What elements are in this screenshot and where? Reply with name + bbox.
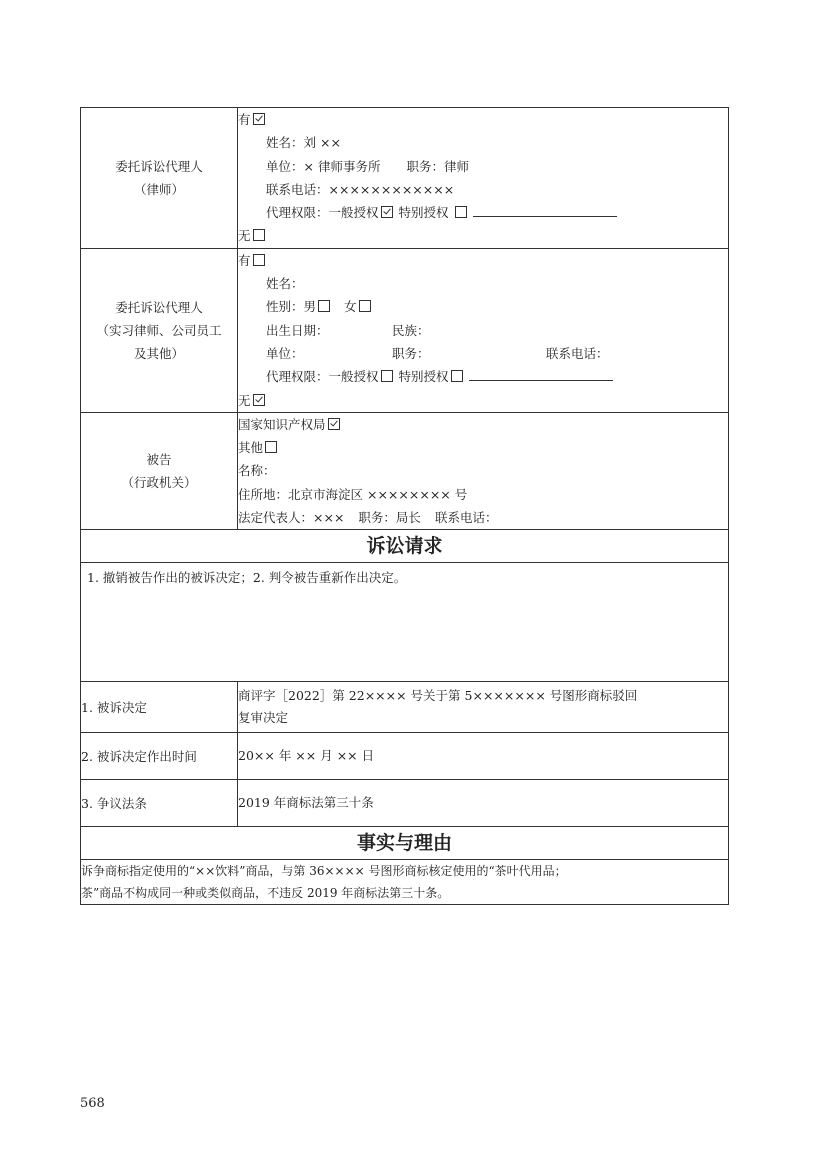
birth-label: 出生日期： [266,322,329,338]
agent-other-details [238,248,729,412]
unit-label: 单位： [266,345,304,361]
gender-label: 性别：男 [266,299,317,315]
agent-lawyer-unit: 单位：× 律师事务所 [266,158,381,174]
other-checkbox[interactable] [265,441,277,453]
none-label: 无 [238,228,251,244]
none-label: 无 [238,392,251,408]
facts-header-row [81,827,729,860]
facts-body-row [81,860,729,905]
female-label: 女 [344,299,357,315]
agent-lawyer-label-line2: （律师） [133,181,184,197]
agent-other-name: 姓名： [266,276,304,292]
has-label: 有 [238,112,251,127]
authority-label: 代理权限：一般授权 [266,369,379,385]
ethnicity-label: 民族： [392,322,430,338]
special-authority-label: 特别授权 [398,369,449,385]
agent-lawyer-name: 姓名：刘 ×× [266,135,341,151]
facts-title: 事实与理由 [81,827,729,860]
agent-other-label [81,248,238,412]
law-value: 2019 年商标法第三十条 [238,780,729,827]
decision-value [238,682,729,733]
defendant-label-line1: 被告 [146,452,172,468]
facts-line1: 诉争商标指定使用的“××饮料”商品，与第 36×××× 号图形商标核定使用的“茶叶代用品； [81,864,567,879]
defendant-details [238,412,729,529]
other-label: 其他 [238,440,264,456]
agent-lawyer-phone: 联系电话：×××××××××××× [266,181,455,197]
special-authority-blank [473,204,617,217]
claims-body [81,563,729,682]
law-label: 3. 争议法条 [81,780,238,827]
has-checkbox[interactable] [253,113,265,125]
defendant-label [81,412,238,529]
cnipa-checkbox[interactable] [328,418,340,430]
decision-time-value: 20×× 年 ×× 月 ×× 日 [238,733,729,780]
cnipa-label: 国家知识产权局 [238,416,326,432]
none-checkbox[interactable] [253,229,265,241]
defendant-label-line2: （行政机关） [121,475,197,491]
defendant-row [81,412,729,529]
facts-body [81,860,729,905]
legal-rep-position: 职务：局长 [358,510,421,526]
claims-header-row [81,530,729,563]
female-checkbox[interactable] [359,300,371,312]
defendant-address: 住所地：北京市海淀区 ×××××××× 号 [238,486,468,502]
position-label: 职务： [392,345,430,361]
claims-body-row [81,563,729,682]
agent-lawyer-position: 职务：律师 [406,158,469,174]
agent-other-label-line2: （实习律师、公司员工 [96,322,222,338]
general-authority-checkbox[interactable] [381,206,393,218]
decision-value-line2: 复审决定 [238,710,289,726]
agent-lawyer-row [81,108,729,249]
decision-value-line1: 商评字［2022］第 22×××× 号关于第 5××××××× 号图形商标驳回 [238,688,638,704]
defendant-name: 名称： [238,463,276,479]
male-checkbox[interactable] [318,300,330,312]
agent-other-label-line1: 委托诉讼代理人 [115,299,203,315]
decision-time-row [81,733,729,780]
claims-text: 1. 撤销被告作出的被诉决定；2. 判令被告重新作出决定。 [87,570,407,586]
decision-label: 1. 被诉决定 [81,682,238,733]
agent-other-row [81,248,729,412]
special-authority-blank [469,368,613,381]
legal-rep: 法定代表人：××× [238,510,345,526]
decision-row [81,682,729,733]
facts-line2: 茶”商品不构成同一种或类似商品，不违反 2019 年商标法第三十条。 [81,886,450,901]
agent-other-label-line3: 及其他） [133,345,184,361]
complaint-form-table [80,107,729,905]
agent-lawyer-details [238,108,729,249]
none-checkbox[interactable] [253,394,265,406]
special-authority-checkbox[interactable] [451,370,463,382]
decision-time-label: 2. 被诉决定作出时间 [81,733,238,780]
agent-lawyer-label-line1: 委托诉讼代理人 [115,158,203,174]
agent-lawyer-label [81,108,238,249]
special-authority-label: 特别授权 [398,205,449,221]
phone-label: 联系电话： [546,345,609,361]
legal-rep-phone: 联系电话： [434,510,498,526]
page-number: 568 [80,1096,105,1111]
law-row [81,780,729,827]
special-authority-checkbox[interactable] [455,206,467,218]
has-checkbox[interactable] [253,254,265,266]
general-authority-checkbox[interactable] [381,370,393,382]
claims-title: 诉讼请求 [81,530,729,563]
has-label: 有 [238,252,251,268]
authority-label: 代理权限：一般授权 [266,205,379,221]
